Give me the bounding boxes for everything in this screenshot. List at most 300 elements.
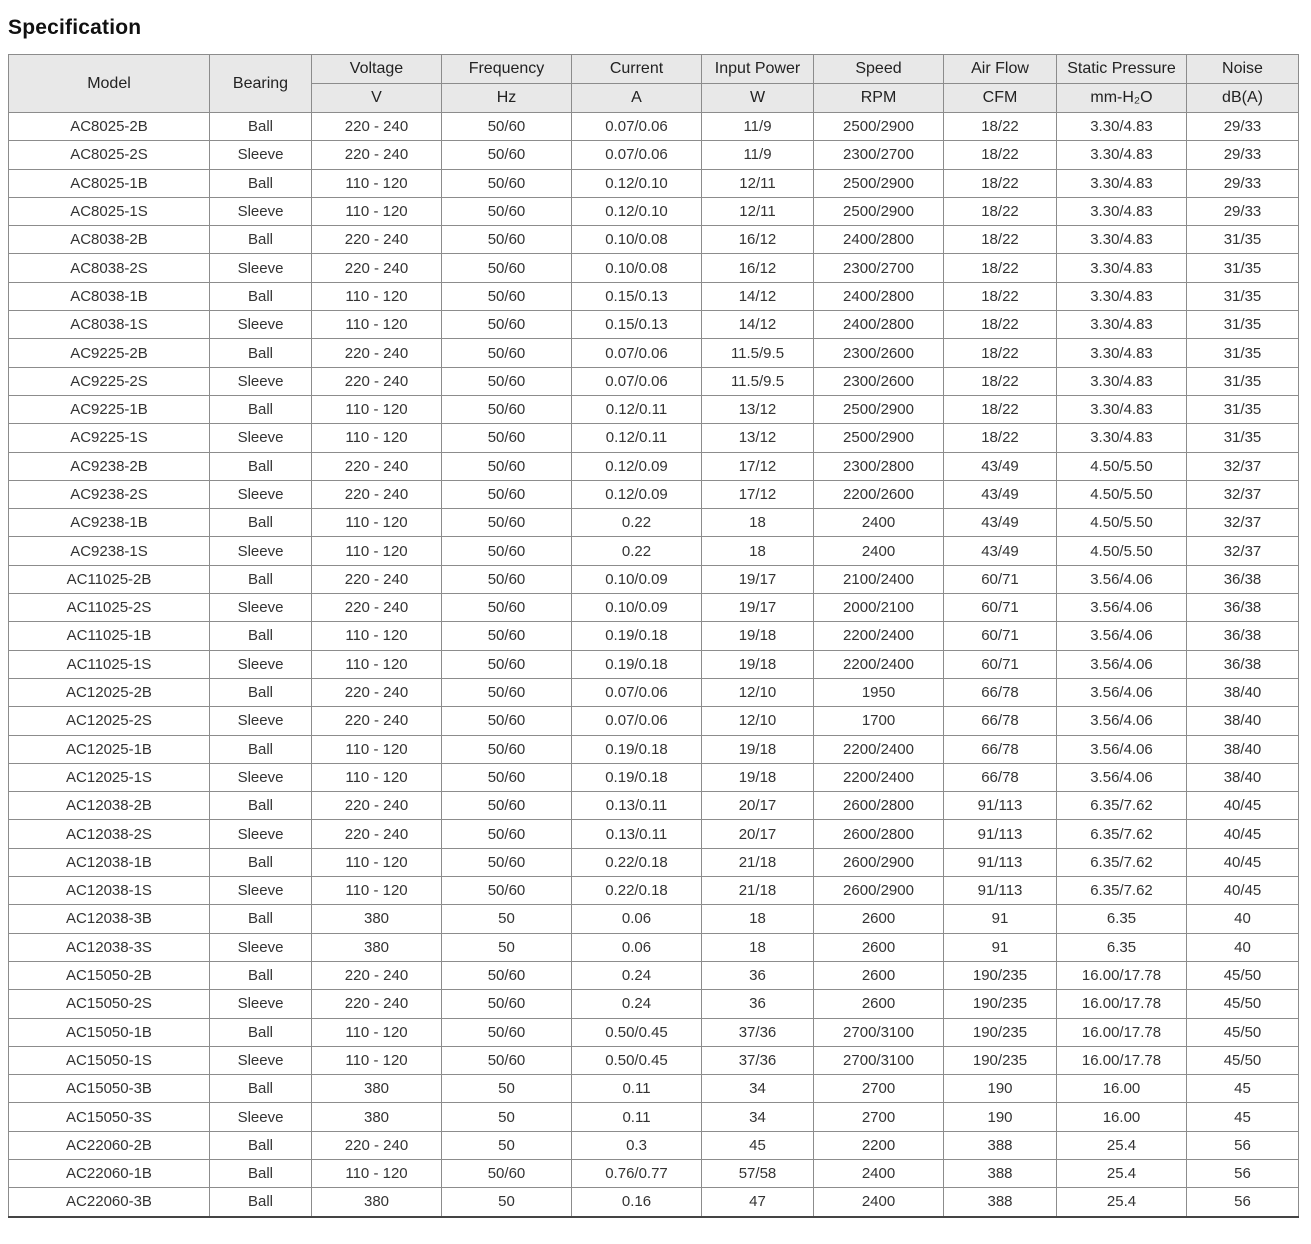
table-cell: 190 <box>944 1075 1057 1103</box>
table-cell: 18 <box>702 537 814 565</box>
table-cell: 31/35 <box>1187 311 1299 339</box>
table-cell: Ball <box>210 1018 312 1046</box>
table-cell: 2200/2400 <box>814 763 944 791</box>
table-cell: 19/18 <box>702 650 814 678</box>
table-cell: AC12038-1B <box>9 848 210 876</box>
table-cell: 43/49 <box>944 537 1057 565</box>
table-cell: Sleeve <box>210 933 312 961</box>
table-row <box>9 424 1299 452</box>
table-cell: AC9238-2B <box>9 452 210 480</box>
table-row <box>9 678 1299 706</box>
column-header-input-power: Input Power <box>702 55 814 84</box>
table-cell: 0.13/0.11 <box>572 792 702 820</box>
table-cell: 43/49 <box>944 452 1057 480</box>
table-cell: 2500/2900 <box>814 169 944 197</box>
column-header-model: Model <box>9 55 210 113</box>
table-cell: 2400 <box>814 537 944 565</box>
table-cell: 16.00/17.78 <box>1057 1046 1187 1074</box>
table-cell: Ball <box>210 622 312 650</box>
table-cell: 2300/2700 <box>814 254 944 282</box>
table-cell: 50 <box>442 905 572 933</box>
table-cell: 220 - 240 <box>312 565 442 593</box>
table-row <box>9 905 1299 933</box>
table-cell: 50/60 <box>442 594 572 622</box>
table-cell: 25.4 <box>1057 1188 1187 1217</box>
table-cell: Ball <box>210 678 312 706</box>
table-cell: 220 - 240 <box>312 707 442 735</box>
table-cell: 17/12 <box>702 452 814 480</box>
table-cell: 50/60 <box>442 282 572 310</box>
specification-table <box>8 54 1299 1218</box>
table-cell: 2300/2700 <box>814 141 944 169</box>
column-unit-voltage: V <box>312 84 442 113</box>
table-cell: 2600 <box>814 961 944 989</box>
table-row <box>9 1018 1299 1046</box>
table-cell: 25.4 <box>1057 1131 1187 1159</box>
table-cell: AC12038-3S <box>9 933 210 961</box>
table-cell: 40/45 <box>1187 820 1299 848</box>
table-row <box>9 141 1299 169</box>
table-cell: 37/36 <box>702 1046 814 1074</box>
table-row <box>9 933 1299 961</box>
table-cell: 220 - 240 <box>312 990 442 1018</box>
table-cell: 19/17 <box>702 565 814 593</box>
table-cell: 3.56/4.06 <box>1057 594 1187 622</box>
table-cell: 220 - 240 <box>312 678 442 706</box>
table-row <box>9 197 1299 225</box>
table-cell: 12/10 <box>702 678 814 706</box>
table-cell: Sleeve <box>210 197 312 225</box>
table-cell: 190/235 <box>944 961 1057 989</box>
table-cell: 50/60 <box>442 990 572 1018</box>
table-cell: 21/18 <box>702 877 814 905</box>
table-cell: 2000/2100 <box>814 594 944 622</box>
table-cell: 0.10/0.09 <box>572 594 702 622</box>
table-cell: 29/33 <box>1187 169 1299 197</box>
table-cell: 31/35 <box>1187 395 1299 423</box>
table-row <box>9 1131 1299 1159</box>
table-cell: 0.12/0.11 <box>572 424 702 452</box>
table-cell: 14/12 <box>702 311 814 339</box>
table-cell: 2500/2900 <box>814 113 944 141</box>
table-cell: 38/40 <box>1187 707 1299 735</box>
table-cell: 13/12 <box>702 424 814 452</box>
table-cell: Ball <box>210 282 312 310</box>
table-cell: 4.50/5.50 <box>1057 509 1187 537</box>
table-row <box>9 990 1299 1018</box>
table-cell: 20/17 <box>702 792 814 820</box>
column-header-voltage: Voltage <box>312 55 442 84</box>
table-cell: 16.00 <box>1057 1103 1187 1131</box>
table-cell: 0.15/0.13 <box>572 282 702 310</box>
table-cell: 50/60 <box>442 792 572 820</box>
table-cell: 38/40 <box>1187 678 1299 706</box>
table-cell: 0.24 <box>572 961 702 989</box>
table-cell: 2300/2600 <box>814 367 944 395</box>
table-cell: 16.00 <box>1057 1075 1187 1103</box>
table-cell: 0.07/0.06 <box>572 113 702 141</box>
table-body <box>9 113 1299 1217</box>
table-cell: 50/60 <box>442 537 572 565</box>
table-cell: 0.19/0.18 <box>572 763 702 791</box>
table-cell: 45/50 <box>1187 1046 1299 1074</box>
table-cell: AC15050-1S <box>9 1046 210 1074</box>
table-cell: 50/60 <box>442 367 572 395</box>
table-cell: 32/37 <box>1187 452 1299 480</box>
table-cell: 60/71 <box>944 622 1057 650</box>
table-cell: 2400 <box>814 1159 944 1187</box>
table-cell: 3.30/4.83 <box>1057 367 1187 395</box>
table-cell: 50/60 <box>442 877 572 905</box>
table-cell: AC9238-1B <box>9 509 210 537</box>
table-cell: 20/17 <box>702 820 814 848</box>
table-cell: 50/60 <box>442 395 572 423</box>
table-cell: 43/49 <box>944 509 1057 537</box>
table-cell: 40/45 <box>1187 877 1299 905</box>
table-cell: 40/45 <box>1187 848 1299 876</box>
table-cell: 3.56/4.06 <box>1057 678 1187 706</box>
table-cell: 0.50/0.45 <box>572 1046 702 1074</box>
table-cell: 110 - 120 <box>312 877 442 905</box>
table-cell: 6.35 <box>1057 905 1187 933</box>
table-cell: 50 <box>442 1131 572 1159</box>
table-cell: 38/40 <box>1187 735 1299 763</box>
table-cell: 29/33 <box>1187 113 1299 141</box>
table-cell: 50/60 <box>442 141 572 169</box>
table-cell: 3.56/4.06 <box>1057 622 1187 650</box>
table-row <box>9 311 1299 339</box>
table-cell: 50/60 <box>442 424 572 452</box>
table-cell: 50 <box>442 933 572 961</box>
table-cell: Sleeve <box>210 650 312 678</box>
table-cell: 50/60 <box>442 452 572 480</box>
table-cell: 0.07/0.06 <box>572 367 702 395</box>
table-cell: 220 - 240 <box>312 594 442 622</box>
table-cell: 18/22 <box>944 339 1057 367</box>
table-cell: 110 - 120 <box>312 282 442 310</box>
table-cell: 50/60 <box>442 254 572 282</box>
table-cell: 11/9 <box>702 113 814 141</box>
table-cell: Ball <box>210 735 312 763</box>
table-cell: AC8025-2S <box>9 141 210 169</box>
table-cell: 19/17 <box>702 594 814 622</box>
table-cell: 32/37 <box>1187 537 1299 565</box>
table-cell: 0.22/0.18 <box>572 877 702 905</box>
table-cell: 388 <box>944 1159 1057 1187</box>
table-cell: 2400 <box>814 1188 944 1217</box>
table-cell: 190/235 <box>944 1046 1057 1074</box>
table-cell: Ball <box>210 905 312 933</box>
table-cell: 50 <box>442 1188 572 1217</box>
table-cell: 91/113 <box>944 820 1057 848</box>
table-cell: 0.11 <box>572 1075 702 1103</box>
table-cell: 18/22 <box>944 282 1057 310</box>
table-cell: 380 <box>312 1103 442 1131</box>
table-cell: 2600 <box>814 990 944 1018</box>
table-row <box>9 594 1299 622</box>
table-cell: 34 <box>702 1075 814 1103</box>
table-cell: 18/22 <box>944 169 1057 197</box>
table-row <box>9 1188 1299 1217</box>
table-cell: 6.35/7.62 <box>1057 792 1187 820</box>
table-cell: 91/113 <box>944 792 1057 820</box>
table-cell: 31/35 <box>1187 339 1299 367</box>
table-cell: 91 <box>944 933 1057 961</box>
table-cell: Ball <box>210 961 312 989</box>
table-cell: 18 <box>702 933 814 961</box>
table-cell: 19/18 <box>702 735 814 763</box>
table-cell: AC9225-1S <box>9 424 210 452</box>
table-cell: 36 <box>702 961 814 989</box>
table-cell: AC15050-3S <box>9 1103 210 1131</box>
column-header-frequency: Frequency <box>442 55 572 84</box>
table-cell: Sleeve <box>210 537 312 565</box>
table-cell: 32/37 <box>1187 480 1299 508</box>
table-cell: 110 - 120 <box>312 311 442 339</box>
table-cell: 110 - 120 <box>312 650 442 678</box>
table-cell: 18/22 <box>944 395 1057 423</box>
table-cell: 0.07/0.06 <box>572 707 702 735</box>
table-cell: 50/60 <box>442 226 572 254</box>
table-cell: 18/22 <box>944 226 1057 254</box>
table-cell: 2500/2900 <box>814 424 944 452</box>
table-row <box>9 961 1299 989</box>
table-cell: 91/113 <box>944 877 1057 905</box>
table-cell: 0.06 <box>572 905 702 933</box>
table-cell: 3.56/4.06 <box>1057 735 1187 763</box>
table-cell: 50/60 <box>442 678 572 706</box>
table-cell: 18/22 <box>944 141 1057 169</box>
table-cell: 3.30/4.83 <box>1057 141 1187 169</box>
table-cell: 29/33 <box>1187 197 1299 225</box>
table-cell: 2700 <box>814 1103 944 1131</box>
table-header <box>9 55 1299 113</box>
table-cell: 0.12/0.11 <box>572 395 702 423</box>
table-cell: 3.30/4.83 <box>1057 254 1187 282</box>
table-row <box>9 877 1299 905</box>
table-cell: 220 - 240 <box>312 254 442 282</box>
table-cell: AC12025-2S <box>9 707 210 735</box>
table-row <box>9 1046 1299 1074</box>
table-cell: 66/78 <box>944 707 1057 735</box>
table-cell: 2200/2400 <box>814 650 944 678</box>
table-cell: 0.16 <box>572 1188 702 1217</box>
table-cell: Sleeve <box>210 594 312 622</box>
table-cell: 4.50/5.50 <box>1057 537 1187 565</box>
table-cell: 50/60 <box>442 480 572 508</box>
table-cell: 0.76/0.77 <box>572 1159 702 1187</box>
table-cell: 66/78 <box>944 763 1057 791</box>
table-cell: 0.24 <box>572 990 702 1018</box>
table-cell: 2500/2900 <box>814 395 944 423</box>
table-cell: 29/33 <box>1187 141 1299 169</box>
column-unit-noise: dB(A) <box>1187 84 1299 113</box>
table-cell: 45 <box>1187 1103 1299 1131</box>
table-cell: 12/11 <box>702 169 814 197</box>
table-row <box>9 707 1299 735</box>
table-cell: AC22060-1B <box>9 1159 210 1187</box>
table-row <box>9 113 1299 141</box>
table-cell: AC8038-1B <box>9 282 210 310</box>
table-cell: Ball <box>210 792 312 820</box>
table-row <box>9 169 1299 197</box>
table-cell: AC15050-2B <box>9 961 210 989</box>
table-cell: 110 - 120 <box>312 1046 442 1074</box>
table-cell: 2600/2800 <box>814 792 944 820</box>
table-cell: 3.56/4.06 <box>1057 707 1187 735</box>
table-cell: 2500/2900 <box>814 197 944 225</box>
table-cell: 0.10/0.08 <box>572 226 702 254</box>
table-cell: 3.30/4.83 <box>1057 113 1187 141</box>
table-cell: 50 <box>442 1075 572 1103</box>
table-cell: 47 <box>702 1188 814 1217</box>
table-cell: 2400/2800 <box>814 311 944 339</box>
column-header-speed: Speed <box>814 55 944 84</box>
table-cell: 220 - 240 <box>312 1131 442 1159</box>
table-cell: 380 <box>312 905 442 933</box>
table-cell: 3.30/4.83 <box>1057 226 1187 254</box>
table-cell: AC15050-3B <box>9 1075 210 1103</box>
table-cell: Sleeve <box>210 254 312 282</box>
table-cell: 50/60 <box>442 707 572 735</box>
table-cell: Ball <box>210 1159 312 1187</box>
table-cell: 0.12/0.09 <box>572 480 702 508</box>
table-row <box>9 565 1299 593</box>
table-cell: 0.07/0.06 <box>572 141 702 169</box>
table-cell: 220 - 240 <box>312 367 442 395</box>
table-cell: 50/60 <box>442 848 572 876</box>
table-cell: 110 - 120 <box>312 848 442 876</box>
table-cell: AC8038-2S <box>9 254 210 282</box>
table-cell: 3.30/4.83 <box>1057 282 1187 310</box>
table-cell: 2300/2800 <box>814 452 944 480</box>
table-row <box>9 254 1299 282</box>
table-cell: 0.19/0.18 <box>572 650 702 678</box>
column-header-air-flow: Air Flow <box>944 55 1057 84</box>
table-cell: 220 - 240 <box>312 792 442 820</box>
table-cell: 190 <box>944 1103 1057 1131</box>
table-row <box>9 1075 1299 1103</box>
table-cell: 110 - 120 <box>312 197 442 225</box>
table-row <box>9 367 1299 395</box>
table-cell: 16.00/17.78 <box>1057 1018 1187 1046</box>
table-row <box>9 452 1299 480</box>
table-cell: 60/71 <box>944 565 1057 593</box>
table-cell: AC11025-1B <box>9 622 210 650</box>
table-cell: 0.10/0.08 <box>572 254 702 282</box>
table-cell: 2700 <box>814 1075 944 1103</box>
table-cell: 31/35 <box>1187 424 1299 452</box>
table-cell: 40/45 <box>1187 792 1299 820</box>
table-cell: 2200/2600 <box>814 480 944 508</box>
table-cell: Sleeve <box>210 141 312 169</box>
table-cell: 56 <box>1187 1159 1299 1187</box>
table-cell: 36/38 <box>1187 565 1299 593</box>
table-cell: 45/50 <box>1187 1018 1299 1046</box>
table-cell: 18 <box>702 905 814 933</box>
table-cell: 110 - 120 <box>312 1159 442 1187</box>
table-cell: 18/22 <box>944 311 1057 339</box>
table-cell: Ball <box>210 226 312 254</box>
table-cell: 12/10 <box>702 707 814 735</box>
table-cell: 36/38 <box>1187 594 1299 622</box>
table-cell: 1950 <box>814 678 944 706</box>
table-cell: 40 <box>1187 933 1299 961</box>
table-row <box>9 735 1299 763</box>
table-cell: 25.4 <box>1057 1159 1187 1187</box>
table-cell: 18/22 <box>944 113 1057 141</box>
table-cell: 18/22 <box>944 254 1057 282</box>
table-cell: 16/12 <box>702 254 814 282</box>
table-cell: 31/35 <box>1187 254 1299 282</box>
table-cell: 45/50 <box>1187 990 1299 1018</box>
table-cell: AC22060-3B <box>9 1188 210 1217</box>
column-header-current: Current <box>572 55 702 84</box>
table-cell: 388 <box>944 1188 1057 1217</box>
table-cell: 110 - 120 <box>312 622 442 650</box>
table-cell: 2100/2400 <box>814 565 944 593</box>
column-unit-static-pressure: mm-H₂O <box>1057 84 1187 113</box>
table-cell: Ball <box>210 113 312 141</box>
table-cell: AC12025-2B <box>9 678 210 706</box>
table-cell: 50/60 <box>442 1018 572 1046</box>
table-cell: 4.50/5.50 <box>1057 452 1187 480</box>
table-cell: 6.35/7.62 <box>1057 820 1187 848</box>
table-cell: 45 <box>1187 1075 1299 1103</box>
table-cell: 2600/2900 <box>814 848 944 876</box>
table-row <box>9 848 1299 876</box>
table-cell: 18/22 <box>944 197 1057 225</box>
table-cell: 50/60 <box>442 169 572 197</box>
table-cell: 50/60 <box>442 961 572 989</box>
table-cell: 50/60 <box>442 735 572 763</box>
table-cell: Sleeve <box>210 424 312 452</box>
table-cell: 220 - 240 <box>312 339 442 367</box>
table-cell: 57/58 <box>702 1159 814 1187</box>
table-cell: 18 <box>702 509 814 537</box>
table-cell: AC8025-2B <box>9 113 210 141</box>
table-cell: 220 - 240 <box>312 452 442 480</box>
table-cell: 32/37 <box>1187 509 1299 537</box>
table-cell: 19/18 <box>702 622 814 650</box>
table-cell: 17/12 <box>702 480 814 508</box>
table-cell: AC11025-2B <box>9 565 210 593</box>
table-cell: Sleeve <box>210 1046 312 1074</box>
table-cell: 380 <box>312 933 442 961</box>
table-cell: 3.56/4.06 <box>1057 763 1187 791</box>
table-cell: 2200 <box>814 1131 944 1159</box>
table-cell: 0.3 <box>572 1131 702 1159</box>
table-cell: Sleeve <box>210 990 312 1018</box>
table-cell: 66/78 <box>944 735 1057 763</box>
table-cell: 31/35 <box>1187 367 1299 395</box>
table-row <box>9 395 1299 423</box>
table-cell: Ball <box>210 1188 312 1217</box>
table-cell: 50/60 <box>442 509 572 537</box>
table-cell: 0.10/0.09 <box>572 565 702 593</box>
table-cell: 37/36 <box>702 1018 814 1046</box>
table-cell: 2600/2900 <box>814 877 944 905</box>
table-cell: 380 <box>312 1188 442 1217</box>
table-cell: 50/60 <box>442 565 572 593</box>
table-cell: Ball <box>210 848 312 876</box>
table-cell: 220 - 240 <box>312 961 442 989</box>
table-cell: 13/12 <box>702 395 814 423</box>
column-unit-input-power: W <box>702 84 814 113</box>
table-cell: Sleeve <box>210 820 312 848</box>
table-cell: 110 - 120 <box>312 763 442 791</box>
table-cell: 19/18 <box>702 763 814 791</box>
